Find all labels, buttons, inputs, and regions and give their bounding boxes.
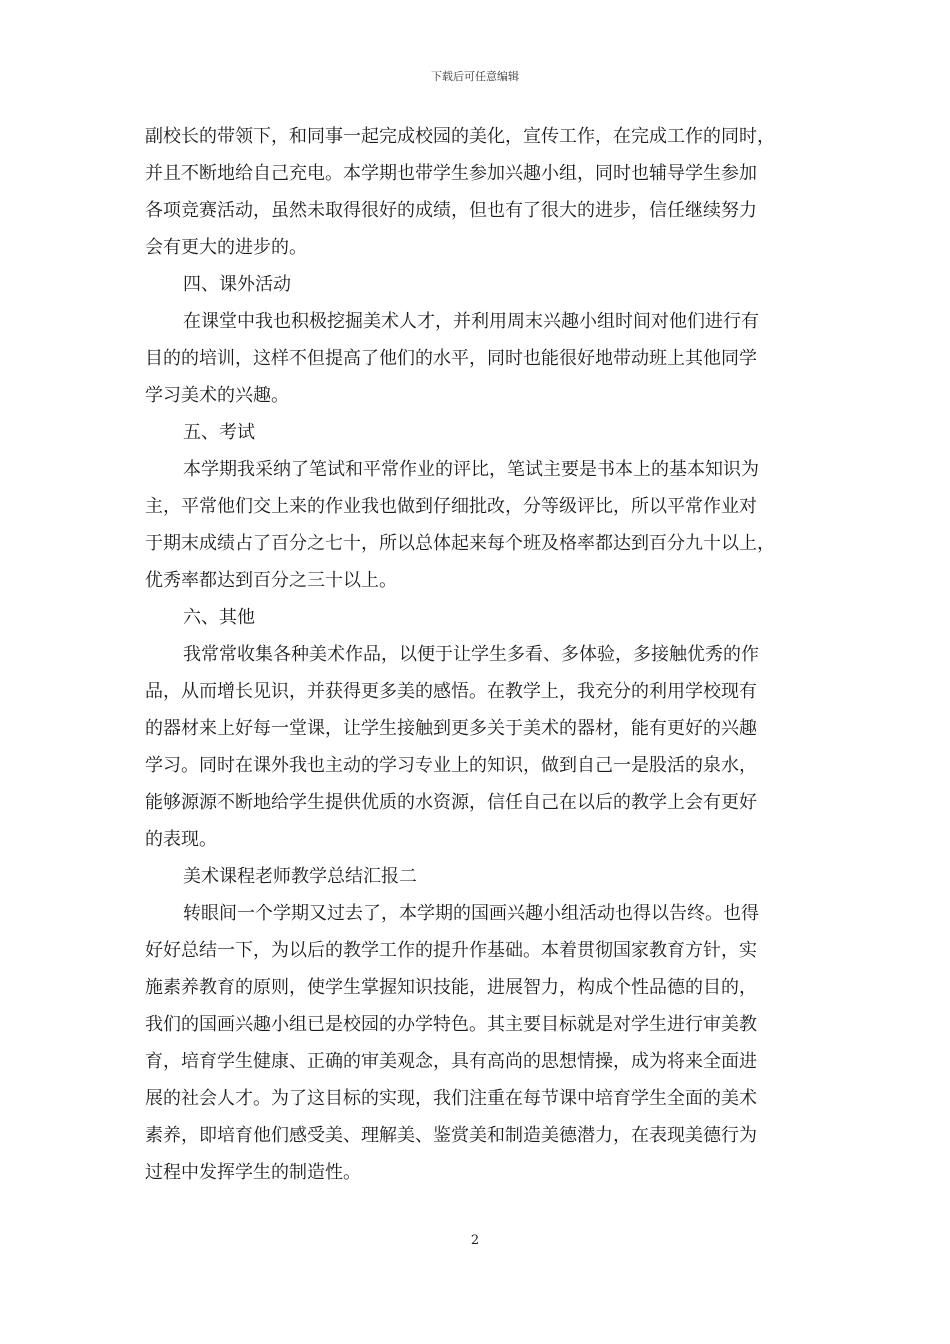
paragraph-line: 能够源源不断地给学生提供优质的水资源，信任自己在以后的教学上会有更好 <box>145 792 757 813</box>
paragraph-line: 本学期我采纳了笔试和平常作业的评比，笔试主要是书本上的基本知识为 <box>183 459 759 480</box>
paragraph-line: 于期末成绩占了百分之七十，所以总体起来每个班及格率都达到百分九十以上， <box>145 533 775 554</box>
paragraph-line: 优秀率都达到百分之三十以上。 <box>145 570 397 591</box>
paragraph-line: 转眼间一个学期又过去了，本学期的国画兴趣小组活动也得以告终。也得 <box>183 903 759 924</box>
page-header: 下载后可任意编辑 <box>431 70 519 83</box>
paragraph-line: 副校长的带领下，和同事一起完成校园的美化，宣传工作，在完成工作的同时， <box>145 126 775 147</box>
paragraph-line: 的表现。 <box>145 829 217 850</box>
paragraph-line: 目的的培训，这样不但提高了他们的水平，同时也能很好地带动班上其他同学 <box>145 348 757 369</box>
section-heading: 四、课外活动 <box>183 274 291 295</box>
paragraph-line: 品，从而增长见识，并获得更多美的感悟。在教学上，我充分的利用学校现有 <box>145 681 757 702</box>
paragraph-line: 在课堂中我也积极挖掘美术人才，并利用周末兴趣小组时间对他们进行有 <box>183 311 759 332</box>
paragraph-line: 素养，即培育他们感受美、理解美、鉴赏美和制造美德潜力，在表现美德行为 <box>145 1125 757 1146</box>
page-number: 2 <box>470 1233 480 1248</box>
paragraph-line: 的器材来上好每一堂课，让学生接触到更多关于美术的器材，能有更好的兴趣 <box>145 718 757 739</box>
paragraph-line: 学习美术的兴趣。 <box>145 385 289 406</box>
paragraph-line: 并且不断地给自己充电。本学期也带学生参加兴趣小组，同时也辅导学生参加 <box>145 163 757 184</box>
paragraph-line: 过程中发挥学生的制造性。 <box>145 1162 361 1183</box>
paragraph-line: 展的社会人才。为了这目标的实现，我们注重在每节课中培育学生全面的美术 <box>145 1088 757 1109</box>
paragraph-line: 主，平常他们交上来的作业我也做到仔细批改，分等级评比，所以平常作业对 <box>145 496 757 517</box>
paragraph-line: 育，培育学生健康、正确的审美观念，具有高尚的思想情操，成为将来全面进 <box>145 1051 757 1072</box>
section-heading: 美术课程老师教学总结汇报二 <box>183 866 417 887</box>
paragraph-line: 会有更大的进步的。 <box>145 237 307 258</box>
paragraph-line: 学习。同时在课外我也主动的学习专业上的知识，做到自己一是股活的泉水， <box>145 755 757 776</box>
paragraph-line: 各项竞赛活动，虽然未取得很好的成绩，但也有了很大的进步，信任继续努力 <box>145 200 757 221</box>
section-heading: 六、其他 <box>183 607 255 628</box>
section-heading: 五、考试 <box>183 422 255 443</box>
paragraph-line: 我们的国画兴趣小组已是校园的办学特色。其主要目标就是对学生进行审美教 <box>145 1014 757 1035</box>
paragraph-line: 好好总结一下，为以后的教学工作的提升作基础。本着贯彻国家教育方针，实 <box>145 940 757 961</box>
paragraph-line: 施素养教育的原则，使学生掌握知识技能，进展智力，构成个性品德的目的， <box>145 977 757 998</box>
document-body <box>145 118 807 1191</box>
paragraph-line: 我常常收集各种美术作品，以便于让学生多看、多体验，多接触优秀的作 <box>183 644 759 665</box>
